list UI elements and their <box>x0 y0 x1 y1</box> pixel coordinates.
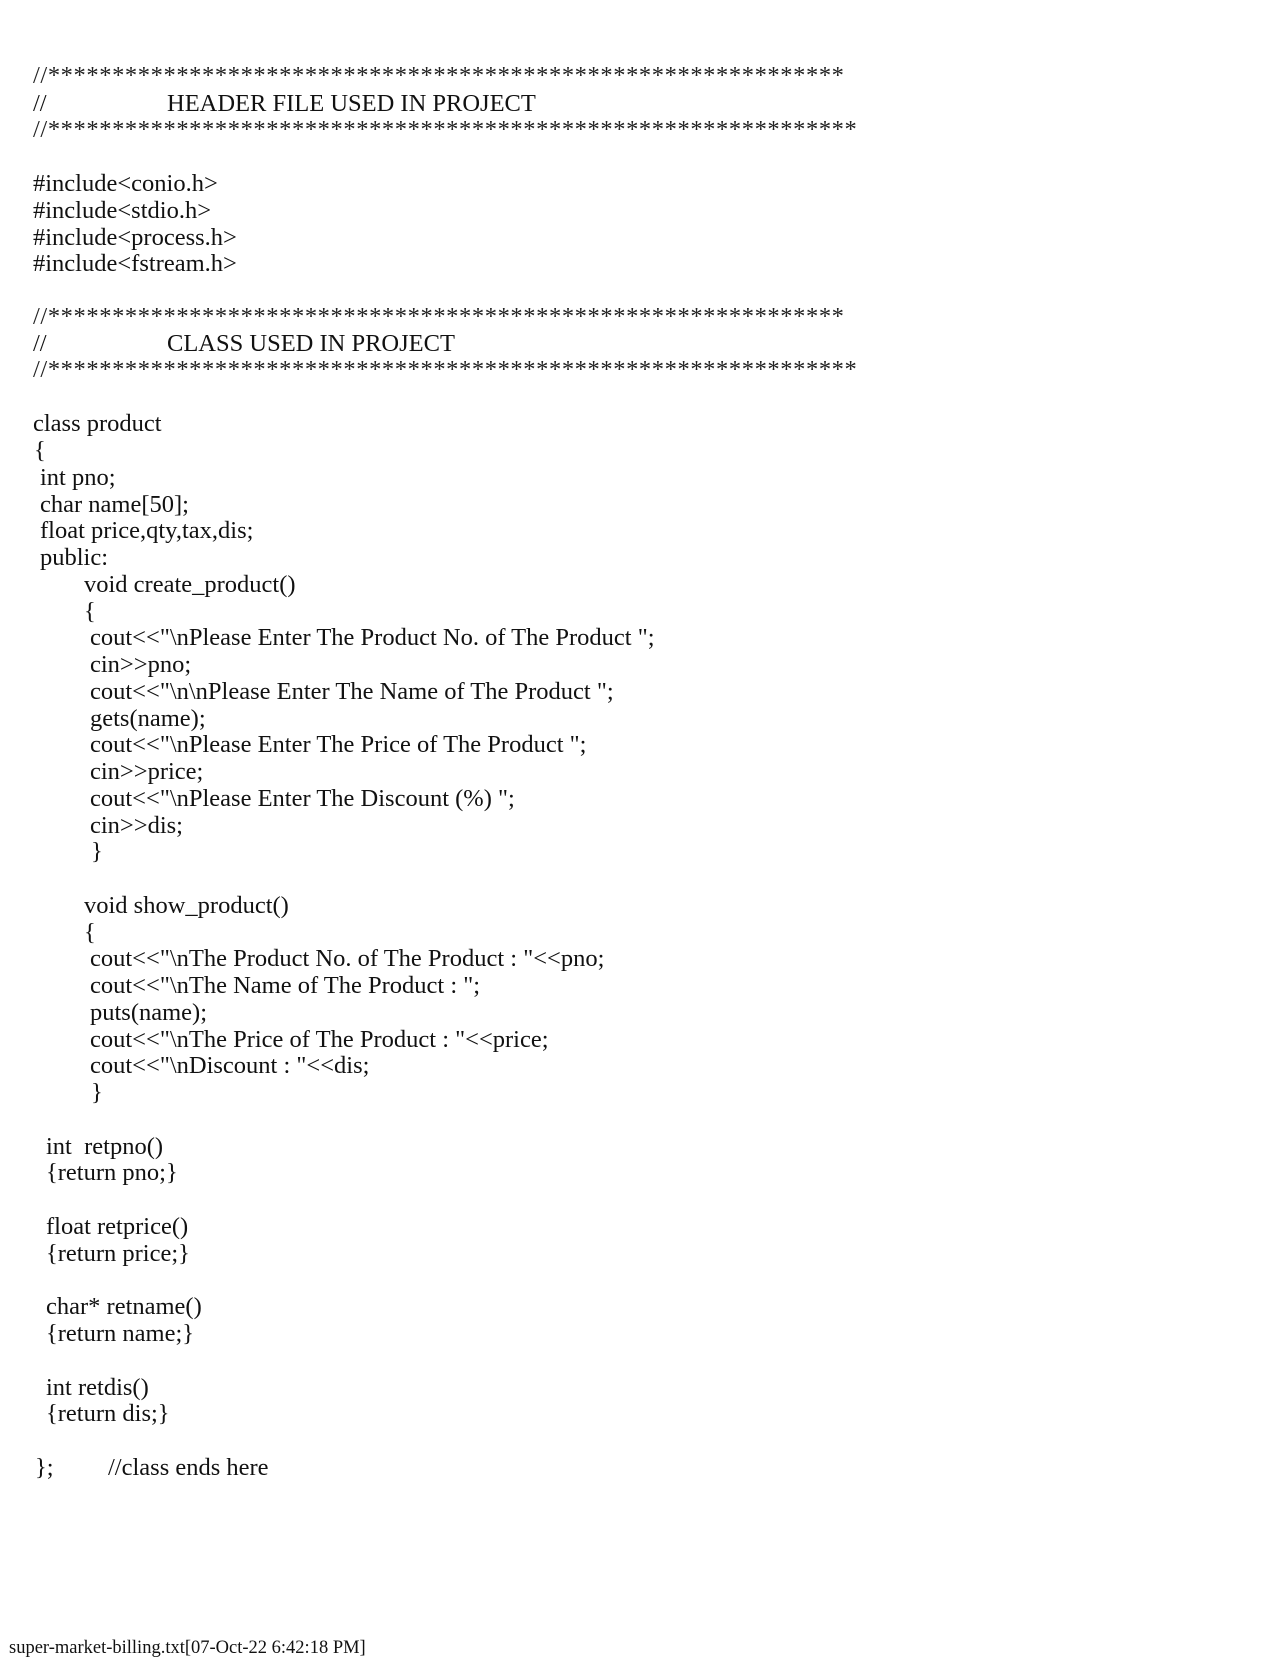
class-open-brace: { <box>34 437 46 464</box>
code-line: cout<<"\nPlease Enter The Discount (%) "; <box>90 785 515 812</box>
include-line: #include<fstream.h> <box>33 250 237 277</box>
class-header: class product <box>33 410 162 437</box>
accessor-signature: float retprice() <box>46 1213 189 1240</box>
code-line: cin>>price; <box>90 758 204 785</box>
member-line: char name[50]; <box>40 491 189 518</box>
code-line: puts(name); <box>90 999 208 1026</box>
accessor-body: {return pno;} <box>46 1159 178 1186</box>
comment-rule: //************************************************************** <box>33 303 845 330</box>
function-signature: void create_product() <box>84 571 296 598</box>
function-signature: void show_product() <box>84 892 289 919</box>
accessor-signature: int retdis() <box>46 1374 149 1401</box>
code-line: cout<<"\nDiscount : "<<dis; <box>90 1052 370 1079</box>
code-line: cout<<"\nThe Price of The Product : "<<price; <box>90 1026 549 1053</box>
include-line: #include<process.h> <box>33 224 237 251</box>
print-footer: super-market-billing.txt[07-Oct-22 6:42:18 PM] <box>9 1638 366 1658</box>
accessor-body: {return name;} <box>46 1320 195 1347</box>
comment-rule: //*************************************************************** <box>33 356 858 383</box>
code-line: cout<<"\nThe Product No. of The Product : "<<pno; <box>90 945 605 972</box>
code-line: cout<<"\nPlease Enter The Product No. of The Product "; <box>90 624 655 651</box>
include-line: #include<stdio.h> <box>33 197 212 224</box>
accessor-body: {return dis;} <box>46 1400 170 1427</box>
accessor-signature: int retpno() <box>46 1133 164 1160</box>
comment-prefix: // <box>33 90 47 117</box>
section-heading-comment <box>33 330 733 357</box>
open-brace: { <box>84 919 96 946</box>
open-brace: { <box>84 598 96 625</box>
close-brace: } <box>91 838 103 865</box>
class-end-line <box>35 1454 435 1481</box>
class-close: }; <box>35 1454 54 1481</box>
access-specifier: public: <box>40 544 109 571</box>
code-line: cout<<"\n\nPlease Enter The Name of The Product "; <box>90 678 614 705</box>
code-line: gets(name); <box>90 705 206 732</box>
accessor-signature: char* retname() <box>46 1293 202 1320</box>
class-end-comment: //class ends here <box>108 1454 269 1481</box>
section-heading-comment <box>33 90 733 117</box>
comment-rule: //*************************************************************** <box>33 116 858 143</box>
accessor-body: {return price;} <box>46 1240 190 1267</box>
code-line: cin>>pno; <box>90 651 192 678</box>
section-heading: CLASS USED IN PROJECT <box>167 330 455 357</box>
code-line: cin>>dis; <box>90 812 183 839</box>
close-brace: } <box>91 1079 103 1106</box>
include-line: #include<conio.h> <box>33 170 218 197</box>
section-heading: HEADER FILE USED IN PROJECT <box>167 90 536 117</box>
code-line: cout<<"\nThe Name of The Product : "; <box>90 972 481 999</box>
comment-prefix: // <box>33 330 47 357</box>
comment-rule: //************************************************************** <box>33 62 845 89</box>
member-line: int pno; <box>40 464 116 491</box>
member-line: float price,qty,tax,dis; <box>40 517 254 544</box>
code-line: cout<<"\nPlease Enter The Price of The Product "; <box>90 731 587 758</box>
